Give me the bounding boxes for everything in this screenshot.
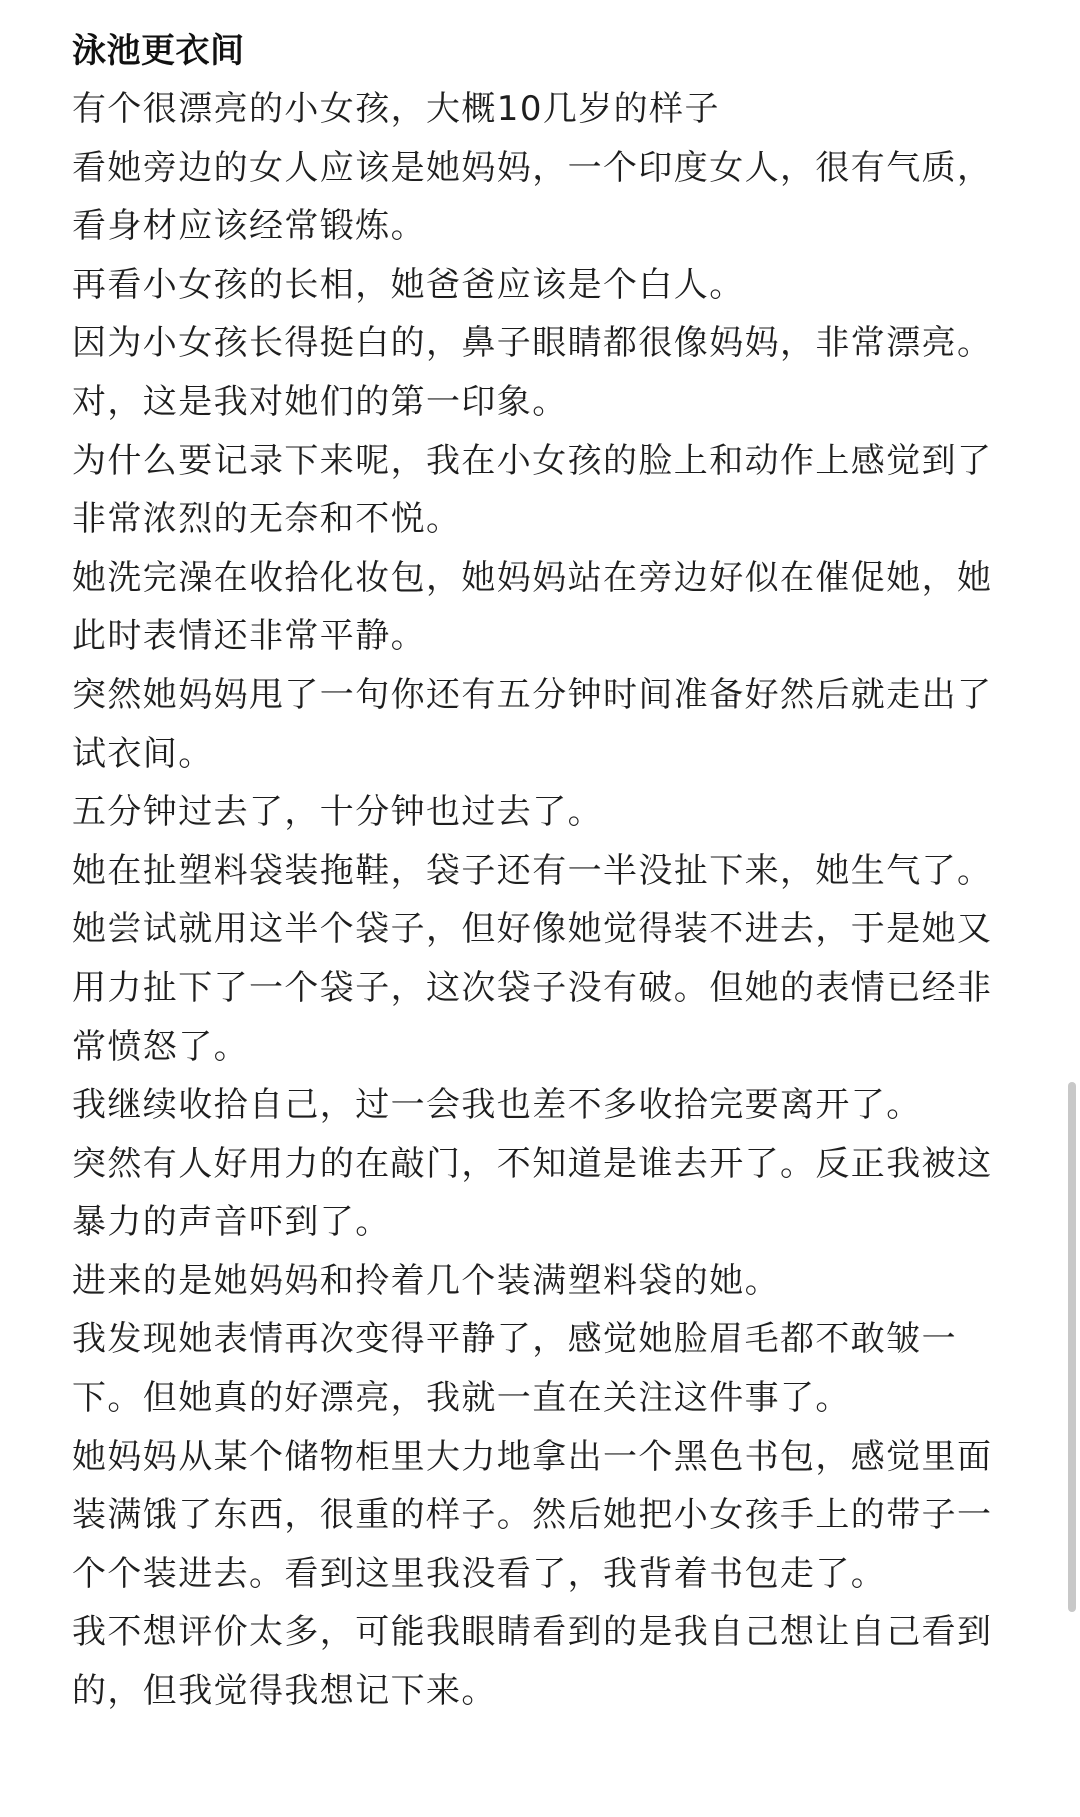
paragraph: 因为小女孩长得挺白的，鼻子眼睛都很像妈妈，非常漂亮。 [72, 323, 993, 364]
paragraph: 再看小女孩的长相，她爸爸应该是个白人。 [72, 264, 745, 305]
paragraph: 我不想评价太多，可能我眼睛看到的是我自己想让自己看到的，但我觉得我想记下来。 [72, 1612, 993, 1712]
paragraph: 她洗完澡在收拾化妆包，她妈妈站在旁边好似在催促她，她此时表情还非常平静。 [72, 557, 993, 657]
paragraph: 突然她妈妈甩了一句你还有五分钟时间准备好然后就走出了试衣间。 [72, 674, 993, 774]
paragraph: 她在扯塑料袋装拖鞋，袋子还有一半没扯下来，她生气了。她尝试就用这半个袋子，但好像她觉得装不进去，于是她又用力扯下了一个袋子，这次袋子没有破。但她的表情已经非常愤怒了。 [72, 850, 993, 1067]
vertical-scrollbar[interactable] [1068, 1082, 1076, 1612]
paragraph: 我继续收拾自己，过一会我也差不多收拾完要离开了。 [72, 1085, 922, 1126]
article-title: 泳池更衣间 [72, 31, 245, 71]
paragraph: 有个很漂亮的小女孩，大概10几岁的样子 [72, 89, 720, 129]
paragraph: 她妈妈从某个储物柜里大力地拿出一个黑色书包，感觉里面装满饿了东西，很重的样子。然后她把小女孩手上的带子一个个装进去。看到这里我没看了，我背着书包走了。 [72, 1436, 993, 1594]
paragraph: 看她旁边的女人应该是她妈妈，一个印度女人，很有气质，看身材应该经常锻炼。 [72, 147, 993, 247]
article-body [72, 22, 1002, 1721]
paragraph: 五分钟过去了，十分钟也过去了。 [72, 792, 603, 833]
paragraph: 对，这是我对她们的第一印象。 [72, 381, 568, 422]
paragraph: 为什么要记录下来呢，我在小女孩的脸上和动作上感觉到了非常浓烈的无奈和不悦。 [72, 440, 993, 540]
paragraph: 进来的是她妈妈和拎着几个装满塑料袋的她。 [72, 1260, 780, 1301]
paragraph: 我发现她表情再次变得平静了，感觉她脸眉毛都不敢皱一下。但她真的好漂亮，我就一直在关注这件事了。 [72, 1319, 957, 1419]
paragraph: 突然有人好用力的在敲门，不知道是谁去开了。反正我被这暴力的声音吓到了。 [72, 1143, 993, 1243]
